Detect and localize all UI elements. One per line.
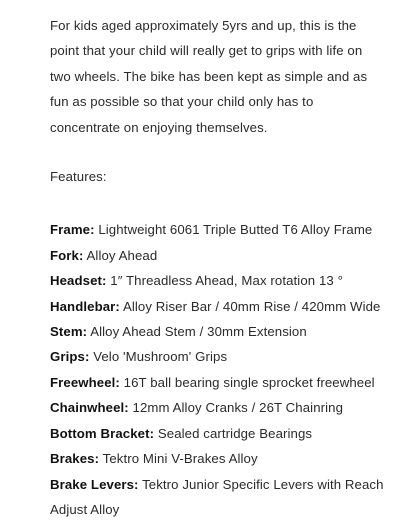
spec-value: Velo 'Mushroom' Grips [93,349,228,365]
spec-label: Brakes: [50,451,100,467]
spec-label: Frame: [50,222,95,238]
spec-item-chainwheel [50,395,385,420]
spec-value: 16T ball bearing single sprocket freewheel [123,374,375,390]
spec-list [50,217,385,522]
spec-value: Tektro Mini V-Brakes Alloy [102,451,258,467]
spec-item-stem [50,319,385,344]
spec-item-frame [50,217,385,242]
intro-paragraph: For kids aged approximately 5yrs and up, this is the point that your child will really get to grips with life on two wheels. The bike has been kept as simple and as fun as possible so that your child only has to concentrate on enjoying themselves. [50,18,368,135]
features-heading: Features: [50,169,107,185]
spec-item-fork [50,243,385,268]
spec-label: Brake Levers: [50,476,139,492]
spec-value: Tektro Junior Specific Levers with Reach Adjust Alloy [50,476,384,517]
spec-value: Lightweight 6061 Triple Butted T6 Alloy Frame [98,222,373,238]
spec-item-grips [50,344,385,369]
spec-label: Fork: [50,247,84,263]
intro-section [50,13,385,140]
spec-value: 1″ Threadless Ahead, Max rotation 13 ° [110,273,343,289]
spec-label: Handlebar: [50,298,120,314]
spec-item-handlebar [50,294,385,319]
spec-item-brake-levers [50,472,385,523]
spec-label: Freewheel: [50,374,120,390]
spec-item-freewheel [50,370,385,395]
spec-label: Headset: [50,273,107,289]
spec-value: Alloy Ahead [86,247,158,263]
spec-label: Stem: [50,324,88,340]
spec-label: Bottom Bracket: [50,425,155,441]
spec-label: Grips: [50,349,90,365]
spec-value: Sealed cartridge Bearings [157,425,313,441]
spec-label: Chainwheel: [50,400,129,416]
spec-item-bottom-bracket [50,421,385,446]
spec-value: Alloy Ahead Stem / 30mm Extension [90,324,307,340]
spec-item-headset [50,268,385,293]
spec-item-brakes [50,446,385,471]
spec-value: Alloy Riser Bar / 40mm Rise / 420mm Wide [122,298,381,314]
spec-value: 12mm Alloy Cranks / 26T Chainring [132,400,344,416]
